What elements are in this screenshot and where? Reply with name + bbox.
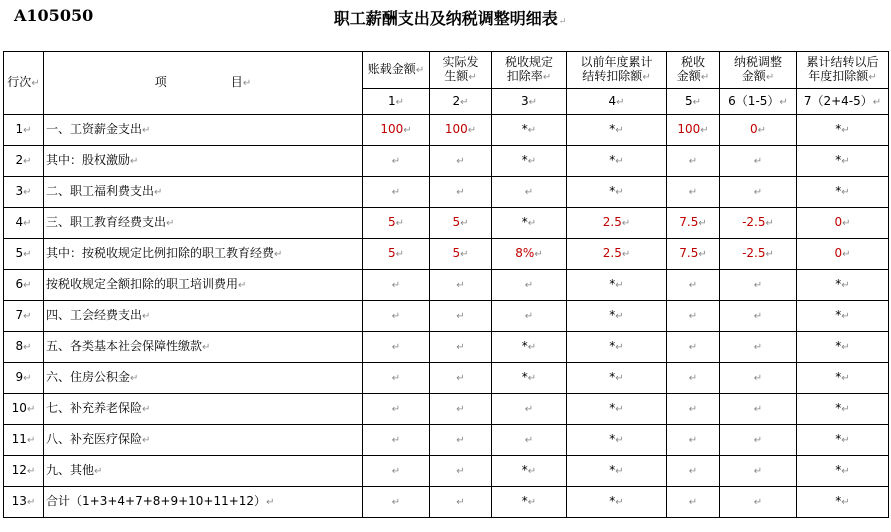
cell-c6: ↵ [720,456,797,487]
cell-c5: ↵ [667,177,720,208]
cell-c3: 8%↵ [492,239,567,270]
cell-c6: -2.5↵ [720,239,797,270]
cell-c4: *↵ [567,115,667,146]
header-col1: 账载金额↵ [363,52,430,89]
row-item: 七、补充养老保险↵ [44,394,363,425]
col-index-2: 2↵ [430,89,492,115]
col-index-6: 6（1-5）↵ [720,89,797,115]
form-title: 职工薪酬支出及纳税调整明细表↵ [333,9,567,28]
header-item: 项 目↵ [44,52,363,115]
cell-c3: ↵ [492,301,567,332]
row-number: 2↵ [4,146,44,177]
row-number: 6↵ [4,270,44,301]
header-row-no: 行次↵ [4,52,44,115]
table-row [4,425,889,456]
cell-c2: ↵ [430,456,492,487]
cell-c7: *↵ [797,456,889,487]
row-number: 5↵ [4,239,44,270]
cell-c1: 5↵ [363,239,430,270]
header-col6: 纳税调整 金额↵ [720,52,797,89]
table-body [4,115,889,518]
cell-c6: ↵ [720,425,797,456]
header-col2: 实际发 生额↵ [430,52,492,89]
cell-c3: ↵ [492,425,567,456]
cell-c7: *↵ [797,115,889,146]
cell-c6: ↵ [720,301,797,332]
table-row [4,239,889,270]
table-row [4,270,889,301]
cell-c4: *↵ [567,487,667,518]
table-row [4,456,889,487]
cell-c4: *↵ [567,301,667,332]
cell-c3: *↵ [492,456,567,487]
table-row [4,146,889,177]
table-row [4,363,889,394]
cell-c5: 100↵ [667,115,720,146]
cell-c1: ↵ [363,270,430,301]
row-item: 其中：股权激励↵ [44,146,363,177]
row-number: 12↵ [4,456,44,487]
row-item: 合计（1+3+4+7+8+9+10+11+12）↵ [44,487,363,518]
cell-c4: *↵ [567,394,667,425]
cell-c6: ↵ [720,394,797,425]
cell-c1: ↵ [363,301,430,332]
cell-c6: ↵ [720,270,797,301]
cell-c4: *↵ [567,332,667,363]
col-index-4: 4↵ [567,89,667,115]
cell-c1: ↵ [363,146,430,177]
table-row [4,394,889,425]
row-item: 按税收规定全额扣除的职工培训费用↵ [44,270,363,301]
cell-c5: ↵ [667,301,720,332]
cell-c1: ↵ [363,456,430,487]
cell-c1: ↵ [363,394,430,425]
cell-c5: ↵ [667,146,720,177]
cell-c4: *↵ [567,425,667,456]
cell-c2: ↵ [430,301,492,332]
cell-c5: ↵ [667,332,720,363]
cell-c2: ↵ [430,270,492,301]
cell-c7: *↵ [797,301,889,332]
row-number: 10↵ [4,394,44,425]
cell-c2: 5↵ [430,208,492,239]
cell-c4: *↵ [567,363,667,394]
row-number: 4↵ [4,208,44,239]
row-item: 四、工会经费支出↵ [44,301,363,332]
col-index-5: 5↵ [667,89,720,115]
paragraph-mark-icon: ↵ [558,17,567,27]
cell-c5: 7.5↵ [667,239,720,270]
cell-c7: *↵ [797,487,889,518]
cell-c7: 0↵ [797,208,889,239]
cell-c3: ↵ [492,394,567,425]
cell-c6: ↵ [720,177,797,208]
table-row [4,208,889,239]
row-number: 3↵ [4,177,44,208]
row-item: 其中：按税收规定比例扣除的职工教育经费↵ [44,239,363,270]
cell-c5: ↵ [667,270,720,301]
col-index-1: 1↵ [363,89,430,115]
row-item: 三、职工教育经费支出↵ [44,208,363,239]
row-item: 九、其他↵ [44,456,363,487]
header-col3: 税收规定 扣除率↵ [492,52,567,89]
header-col4: 以前年度累计 结转扣除额↵ [567,52,667,89]
cell-c2: 5↵ [430,239,492,270]
cell-c4: 2.5↵ [567,239,667,270]
row-number: 7↵ [4,301,44,332]
header-col7: 累计结转以后 年度扣除额↵ [797,52,889,89]
cell-c2: ↵ [430,363,492,394]
cell-c6: ↵ [720,146,797,177]
col-index-7: 7（2+4-5）↵ [797,89,889,115]
cell-c2: ↵ [430,332,492,363]
cell-c7: *↵ [797,425,889,456]
row-item: 一、工资薪金支出↵ [44,115,363,146]
cell-c7: *↵ [797,332,889,363]
cell-c1: ↵ [363,332,430,363]
salary-adjustment-table [3,51,889,518]
cell-c3: *↵ [492,115,567,146]
document-header [0,0,891,40]
cell-c2: ↵ [430,394,492,425]
header-col5: 税收 金额↵ [667,52,720,89]
cell-c3: ↵ [492,177,567,208]
row-number: 9↵ [4,363,44,394]
cell-c3: *↵ [492,363,567,394]
table-row [4,332,889,363]
cell-c3: *↵ [492,146,567,177]
cell-c6: ↵ [720,363,797,394]
cell-c3: *↵ [492,487,567,518]
cell-c4: *↵ [567,146,667,177]
table-row [4,115,889,146]
col-index-3: 3↵ [492,89,567,115]
cell-c6: ↵ [720,487,797,518]
cell-c2: 100↵ [430,115,492,146]
cell-c1: ↵ [363,363,430,394]
header-row-1 [4,52,889,89]
cell-c1: ↵ [363,177,430,208]
cell-c7: 0↵ [797,239,889,270]
cell-c7: *↵ [797,363,889,394]
cell-c5: ↵ [667,456,720,487]
row-number: 11↵ [4,425,44,456]
cell-c2: ↵ [430,146,492,177]
cell-c4: *↵ [567,270,667,301]
cell-c2: ↵ [430,487,492,518]
row-item: 八、补充医疗保险↵ [44,425,363,456]
row-number: 8↵ [4,332,44,363]
cell-c1: 100↵ [363,115,430,146]
row-item: 六、住房公积金↵ [44,363,363,394]
cell-c1: ↵ [363,487,430,518]
cell-c4: *↵ [567,456,667,487]
cell-c5: ↵ [667,487,720,518]
row-number: 13↵ [4,487,44,518]
cell-c1: 5↵ [363,208,430,239]
table-row [4,301,889,332]
cell-c6: -2.5↵ [720,208,797,239]
cell-c2: ↵ [430,177,492,208]
cell-c5: 7.5↵ [667,208,720,239]
cell-c4: *↵ [567,177,667,208]
cell-c6: ↵ [720,332,797,363]
table-row [4,487,889,518]
row-number: 1↵ [4,115,44,146]
cell-c3: *↵ [492,208,567,239]
form-code: A105050 [14,6,94,25]
cell-c2: ↵ [430,425,492,456]
cell-c7: *↵ [797,146,889,177]
row-item: 二、职工福利费支出↵ [44,177,363,208]
cell-c5: ↵ [667,363,720,394]
cell-c1: ↵ [363,425,430,456]
cell-c5: ↵ [667,425,720,456]
cell-c6: 0↵ [720,115,797,146]
cell-c7: *↵ [797,394,889,425]
cell-c7: *↵ [797,177,889,208]
row-item: 五、各类基本社会保障性缴款↵ [44,332,363,363]
cell-c7: *↵ [797,270,889,301]
cell-c4: 2.5↵ [567,208,667,239]
cell-c5: ↵ [667,394,720,425]
cell-c3: *↵ [492,332,567,363]
cell-c3: ↵ [492,270,567,301]
table-row [4,177,889,208]
